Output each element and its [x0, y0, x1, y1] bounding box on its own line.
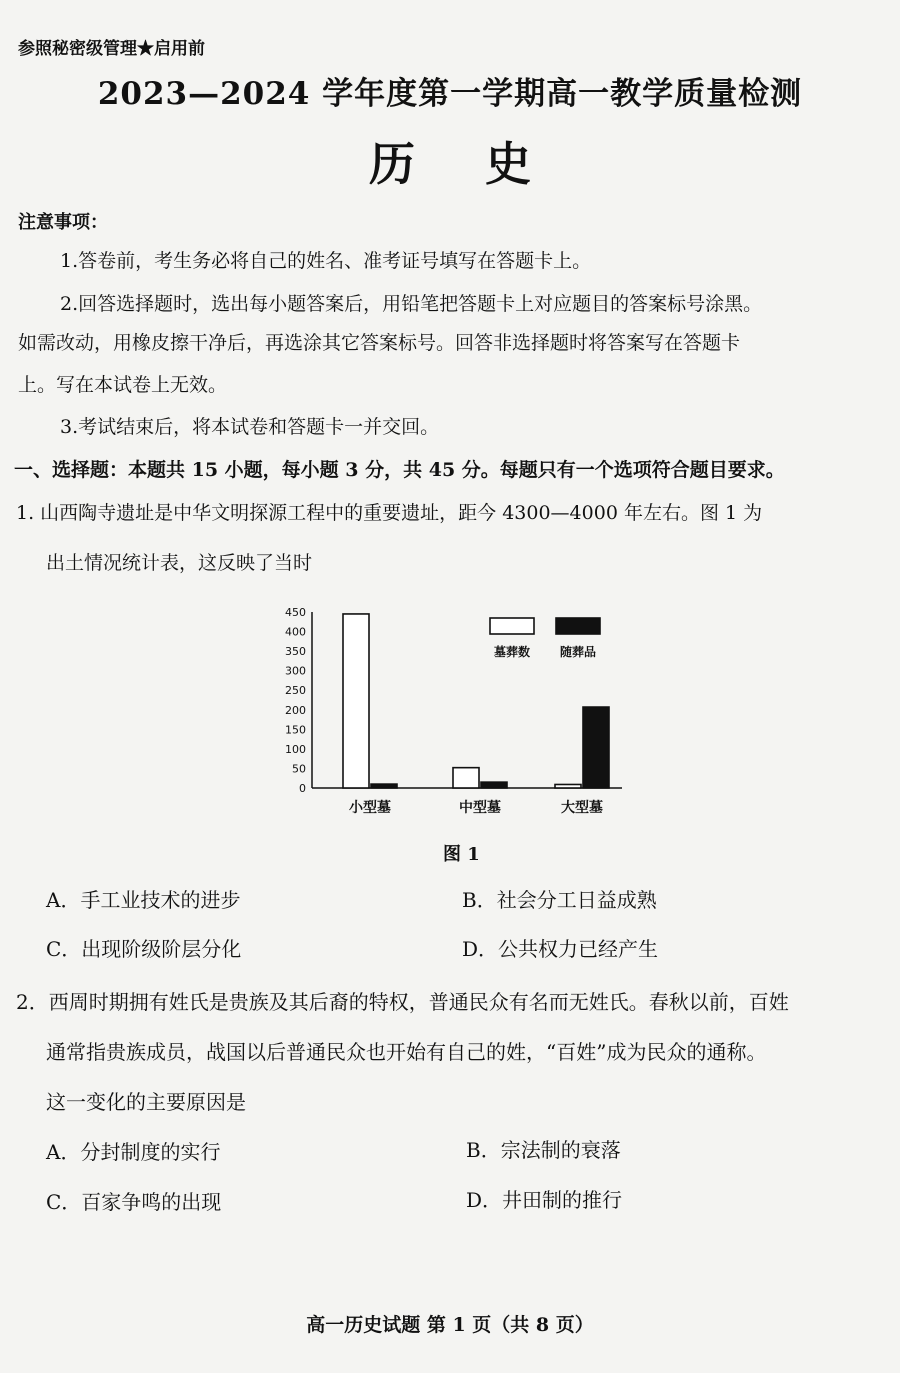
y-tick-label: 450	[285, 606, 306, 619]
q1-option-d[interactable]: D．公共权力已经产生	[462, 937, 659, 961]
q2-option-a[interactable]: A．分封制度的实行	[46, 1140, 221, 1164]
bar-burial-count-0	[343, 614, 369, 788]
q1-option-c[interactable]: C．出现阶级阶层分化	[46, 937, 242, 961]
y-tick-label: 0	[299, 782, 306, 795]
q1-stem-line-1: 1. 山西陶寺遗址是中华文明探源工程中的重要遗址，距今 4300—4000 年左右。图 1 为	[16, 502, 763, 524]
y-tick-label: 100	[285, 742, 306, 756]
burial-bar-chart	[260, 598, 630, 828]
notice-line-2b: 如需改动，用橡皮擦干净后，再选涂其它答案标号。回答非选择题时将答案写在答题卡	[18, 332, 741, 354]
subject-title: 历史	[369, 137, 601, 191]
exam-title: 2023—2024 学年度第一学期高一教学质量检测	[97, 76, 803, 112]
q2-option-b[interactable]: B．宗法制的衰落	[466, 1138, 621, 1162]
legend-swatch	[556, 618, 600, 634]
bar-grave-goods-1	[481, 782, 507, 788]
chart-bars	[343, 614, 609, 788]
bar-grave-goods-0	[371, 784, 397, 788]
notice-heading: 注意事项：	[18, 212, 108, 233]
category-label: 中型墓	[459, 800, 501, 816]
q2-stem-line-3: 这一变化的主要原因是	[46, 1090, 246, 1114]
notice-line-2a: 2.回答选择题时，选出每小题答案后，用铅笔把答题卡上对应题目的答案标号涂黑。	[60, 293, 763, 315]
category-label: 小型墓	[349, 800, 391, 816]
page-footer: 高一历史试题 第 1 页（共 8 页）	[306, 1314, 594, 1336]
notice-line-3: 3.考试结束后，将本试卷和答题卡一并交回。	[60, 416, 440, 438]
y-tick-label: 150	[285, 723, 306, 737]
q2-stem-line-1: 2．西周时期拥有姓氏是贵族及其后裔的特权，普通民众有名而无姓氏。春秋以前，百姓	[16, 990, 789, 1014]
q1-option-b[interactable]: B．社会分工日益成熟	[462, 888, 657, 912]
chart-legend	[490, 618, 600, 659]
classification-label: 参照秘密级管理★启用前	[18, 39, 205, 59]
bar-burial-count-1	[453, 768, 479, 788]
chart-categories	[349, 799, 603, 816]
y-tick-label: 50	[292, 762, 306, 776]
category-label: 大型墓	[561, 800, 603, 816]
bar-grave-goods-2	[583, 707, 609, 788]
chart-y-ticks	[285, 606, 306, 795]
q2-option-c[interactable]: C．百家争鸣的出现	[46, 1190, 222, 1214]
section-heading: 一、选择题：本题共 15 小题，每小题 3 分，共 45 分。每题只有一个选项符合题目要求。	[14, 459, 785, 481]
q2-stem-line-2: 通常指贵族成员，战国以后普通民众也开始有自己的姓，“百姓”成为民众的通称。	[46, 1040, 767, 1064]
notice-line-2c: 上。写在本试卷上无效。	[18, 374, 228, 396]
bar-burial-count-2	[555, 784, 581, 788]
q1-stem-line-2: 出土情况统计表，这反映了当时	[46, 552, 313, 574]
q1-option-a[interactable]: A．手工业技术的进步	[46, 888, 241, 912]
y-tick-label: 250	[285, 684, 306, 698]
figure-caption: 图 1	[443, 844, 480, 865]
y-tick-label: 400	[285, 625, 306, 639]
legend-label: 墓葬数	[493, 645, 531, 659]
y-tick-label: 200	[285, 703, 306, 717]
legend-swatch	[490, 618, 534, 634]
notice-line-1: 1.答卷前，考生务必将自己的姓名、准考证号填写在答题卡上。	[60, 250, 592, 272]
y-tick-label: 300	[285, 664, 306, 678]
y-tick-label: 350	[285, 645, 306, 659]
q2-option-d[interactable]: D．井田制的推行	[466, 1188, 623, 1212]
legend-label: 随葬品	[559, 645, 597, 659]
